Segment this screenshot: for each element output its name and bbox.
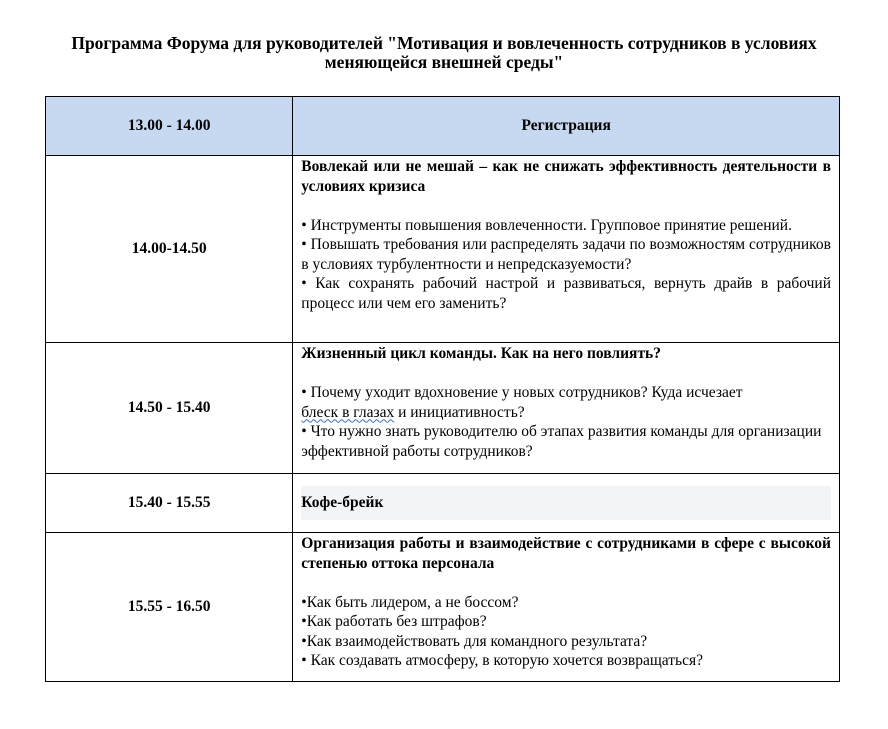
session-content (293, 343, 840, 474)
bullet-text: и инициативность? (394, 403, 525, 421)
bullet-item: • Инструменты повышения вовлеченности. Групповое принятие решений. (301, 216, 792, 234)
time-cell: 13.00 - 14.00 (46, 97, 293, 156)
table-row-session (46, 343, 840, 474)
bullet-item: • Как создавать атмосферу, в которую хочется возвращаться? (301, 652, 704, 669)
table-row-session (46, 533, 840, 682)
table-row-session (46, 156, 840, 343)
session-content (293, 474, 840, 533)
bullet-item: • Почему уходит вдохновение у новых сотрудников? Куда исчезает (301, 384, 743, 401)
time-cell: 14.50 - 15.40 (46, 343, 293, 474)
coffee-break-label: Кофе-брейк (301, 486, 831, 520)
bullet-item: • Повышать требования или распределять задачи по возможностям сотрудников в условиях турбулентности и непредсказуемости? (301, 236, 831, 273)
table-row-registration (46, 97, 840, 156)
registration-cell: Регистрация (293, 97, 840, 156)
bullet-item: •Как работать без штрафов? (301, 613, 487, 630)
bullet-item: • Что нужно знать руководителю об этапах развития команды для организации эффективной работы сотрудников? (301, 423, 822, 460)
time-cell: 14.00-14.50 (46, 156, 293, 343)
bullet-item: •Как быть лидером, а не боссом? (301, 593, 519, 611)
session-content (293, 156, 840, 343)
session-content (293, 533, 840, 682)
program-table (45, 96, 840, 682)
time-cell: 15.55 - 16.50 (46, 533, 293, 682)
spellcheck-underlined-text: блеск в глазах (301, 403, 395, 421)
session-title: Организация работы и взаимодействие с сотрудниками в сфере с высокой степенью оттока персонала (301, 535, 831, 572)
session-title: Вовлекай или не мешай – как не снижать эффективность деятельности в условиях кризиса (301, 158, 831, 195)
session-title: Жизненный цикл команды. Как на него повлиять? (301, 345, 661, 362)
document-title: Программа Форума для руководителей "Мотивация и вовлеченность сотрудников в условиях меняющейся внешней среды" (71, 33, 817, 72)
time-cell: 15.40 - 15.55 (46, 474, 293, 533)
bullet-item: • Как сохранять рабочий настрой и развиваться, вернуть драйв в рабочий процесс или чем его заменить? (301, 275, 831, 312)
bullet-item (301, 403, 831, 423)
bullet-item: •Как взаимодействовать для командного результата? (301, 632, 648, 650)
table-row-break (46, 474, 840, 533)
